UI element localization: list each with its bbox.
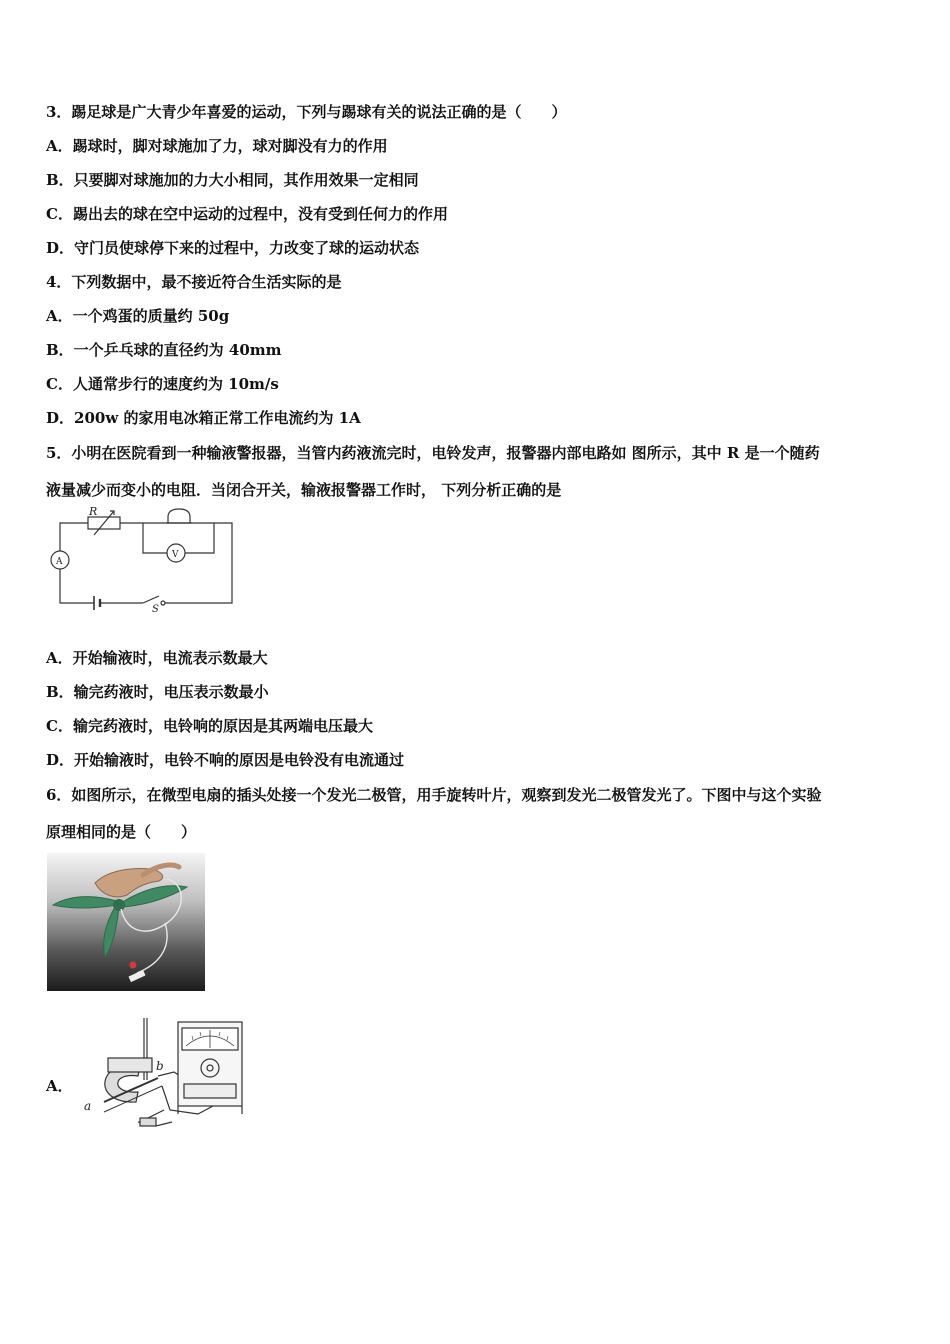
s-label: S <box>152 604 159 615</box>
q4-option-c: C．人通常步行的速度约为 10m/s <box>46 375 279 393</box>
q4-option-b: B．一个乒乓球的直径约为 40mm <box>46 341 282 359</box>
a-label: A <box>56 557 63 567</box>
q3-option-c: C．踢出去的球在空中运动的过程中，没有受到任何力的作用 <box>46 205 448 223</box>
switch-s <box>143 596 159 603</box>
q4-stem: 4．下列数据中，最不接近符合生活实际的是 <box>46 273 342 291</box>
q4-option-a: A．一个鸡蛋的质量约 50g <box>46 307 230 325</box>
q3-stem: 3．踢足球是广大青少年喜爱的运动，下列与踢球有关的说法正确的是（ ） <box>46 103 567 121</box>
q5-option-d: D．开始输液时，电铃不响的原因是电铃没有电流通过 <box>46 751 405 769</box>
q6-option-a-label: A． <box>46 1077 73 1095</box>
q3-option-d: D．守门员使球停下来的过程中，力改变了球的运动状态 <box>46 239 420 257</box>
r-label: R <box>89 505 98 518</box>
label-b: b <box>156 1059 164 1073</box>
q6-option-a-figure <box>78 1014 250 1140</box>
q3-option-a: A．踢球时，脚对球施加了力，球对脚没有力的作用 <box>46 137 388 155</box>
fan-led-photo <box>47 853 205 991</box>
q3-option-b: B．只要脚对球施加的力大小相同，其作用效果一定相同 <box>46 171 419 189</box>
q5-option-c: C．输完药液时，电铃响的原因是其两端电压最大 <box>46 717 373 735</box>
q4-option-d: D．200w 的家用电冰箱正常工作电流约为 1A <box>46 409 361 427</box>
q5-stem-line1: 5．小明在医院看到一种输液警报器，当管内药液流完时，电铃发声，报警器内部电路如 图所示，其中 R 是一个随药 <box>46 444 820 462</box>
q5-circuit-diagram <box>44 505 244 615</box>
q5-stem-line2: 液量减少而变小的电阻．当闭合开关，输液报警器工作时， 下列分析正确的是 <box>46 481 562 499</box>
v-label: V <box>172 550 179 560</box>
led-icon <box>130 962 137 969</box>
knife-switch <box>140 1118 156 1126</box>
q6-stem-line1: 6．如图所示，在微型电扇的插头处接一个发光二极管，用手旋转叶片，观察到发光二极管发光了。下图中与这个实验 <box>46 786 822 804</box>
q6-stem-line2: 原理相同的是（ ） <box>46 823 197 841</box>
q5-option-b: B．输完药液时，电压表示数最小 <box>46 683 269 701</box>
label-a: a <box>84 1099 92 1113</box>
q5-option-a: A．开始输液时，电流表示数最大 <box>46 649 268 667</box>
bell-icon <box>168 509 190 523</box>
